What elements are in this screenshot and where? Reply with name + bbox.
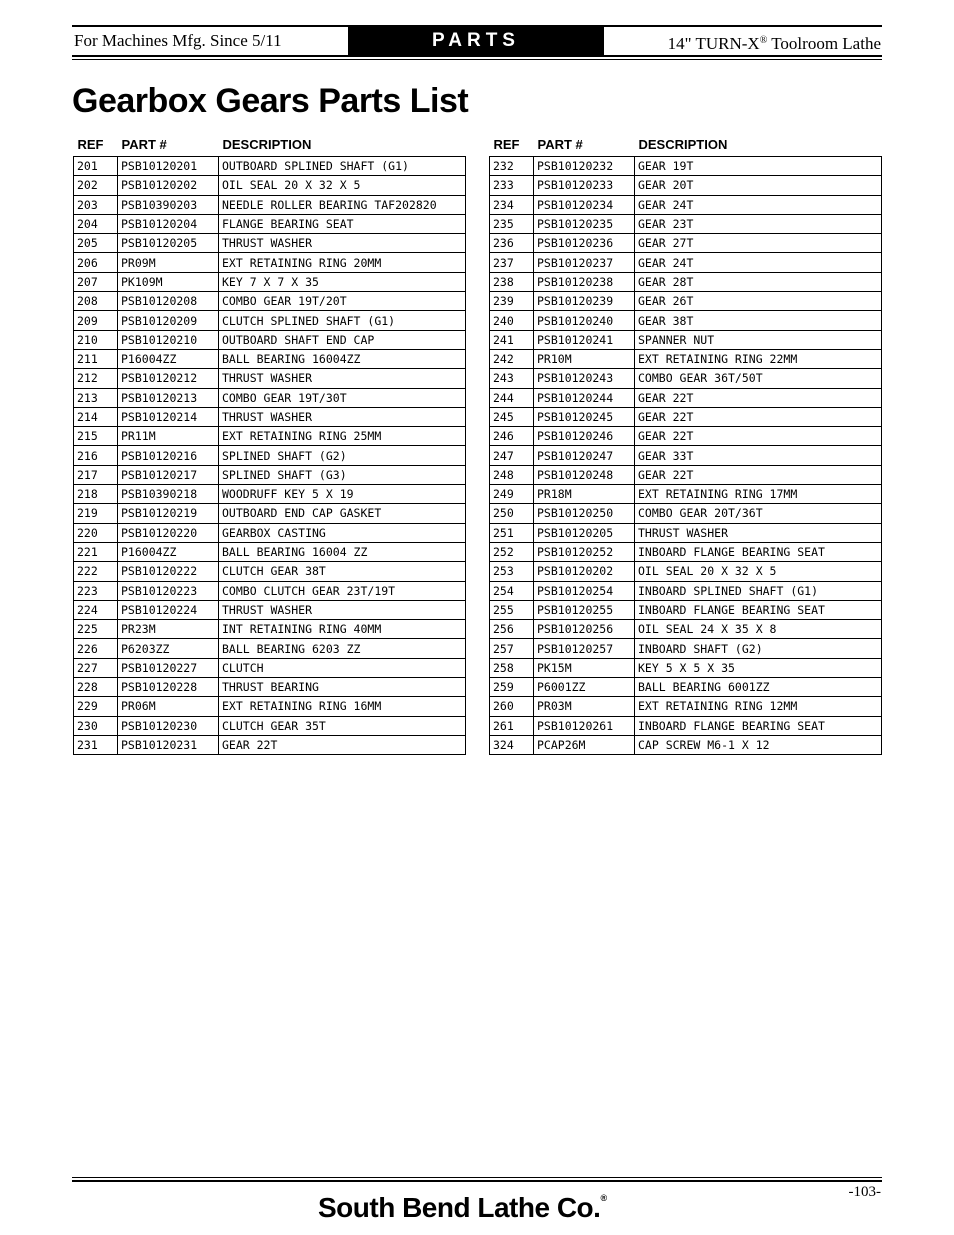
- table-row: [490, 465, 882, 484]
- description-cell: GEAR 26T: [635, 292, 882, 311]
- description-cell: COMBO GEAR 20T/36T: [635, 504, 882, 523]
- footer-rule-thin: [72, 1177, 882, 1178]
- description-cell: OUTBOARD SPLINED SHAFT (G1): [219, 157, 466, 176]
- description-cell: EXT RETAINING RING 25MM: [219, 427, 466, 446]
- description-cell: CLUTCH SPLINED SHAFT (G1): [219, 311, 466, 330]
- table-row: [490, 388, 882, 407]
- part-number-cell: PSB10120216: [118, 446, 219, 465]
- part-number-cell: PK15M: [534, 658, 635, 677]
- description-cell: GEARBOX CASTING: [219, 523, 466, 542]
- table-row: [490, 485, 882, 504]
- table-row: [490, 678, 882, 697]
- parts-table-left: [73, 133, 466, 755]
- part-number-cell: PSB10120210: [118, 330, 219, 349]
- table-header-row: [74, 133, 466, 157]
- description-cell: SPANNER NUT: [635, 330, 882, 349]
- table-row: [490, 157, 882, 176]
- table-row: [490, 407, 882, 426]
- ref-cell: 209: [74, 311, 118, 330]
- part-number-cell: PSB10120223: [118, 581, 219, 600]
- description-cell: INBOARD FLANGE BEARING SEAT: [635, 542, 882, 561]
- table-row: [490, 581, 882, 600]
- table-row: [74, 465, 466, 484]
- ref-cell: 205: [74, 234, 118, 253]
- ref-cell: 229: [74, 697, 118, 716]
- brand-logo: [318, 1180, 607, 1226]
- description-cell: GEAR 23T: [635, 214, 882, 233]
- ref-cell: 202: [74, 176, 118, 195]
- table-row: [74, 330, 466, 349]
- ref-cell: 235: [490, 214, 534, 233]
- table-row: [490, 214, 882, 233]
- column-header-ref: REF: [77, 137, 104, 152]
- ref-cell: 215: [74, 427, 118, 446]
- ref-cell: 201: [74, 157, 118, 176]
- ref-cell: 252: [490, 542, 534, 561]
- ref-cell: 217: [74, 465, 118, 484]
- table-row: [490, 562, 882, 581]
- header-bottom-rule-thin: [72, 59, 882, 60]
- ref-cell: 248: [490, 465, 534, 484]
- ref-cell: 260: [490, 697, 534, 716]
- table-row: [74, 292, 466, 311]
- table-row: [74, 272, 466, 291]
- table-row: [74, 523, 466, 542]
- part-number-cell: PSB10120208: [118, 292, 219, 311]
- table-row: [74, 311, 466, 330]
- description-cell: THRUST WASHER: [219, 407, 466, 426]
- table-row: [74, 542, 466, 561]
- part-number-cell: PSB10120257: [534, 639, 635, 658]
- table-row: [74, 562, 466, 581]
- part-number-cell: PSB10120224: [118, 600, 219, 619]
- part-number-cell: PSB10120246: [534, 427, 635, 446]
- registered-mark: ®: [759, 35, 768, 46]
- ref-cell: 227: [74, 658, 118, 677]
- table-row: [74, 446, 466, 465]
- ref-cell: 254: [490, 581, 534, 600]
- ref-cell: 253: [490, 562, 534, 581]
- table-row: [490, 600, 882, 619]
- description-cell: COMBO GEAR 19T/20T: [219, 292, 466, 311]
- description-cell: BALL BEARING 6001ZZ: [635, 678, 882, 697]
- parts-table-left-body: [74, 157, 466, 755]
- ref-cell: 214: [74, 407, 118, 426]
- table-row: [74, 735, 466, 754]
- table-row: [490, 697, 882, 716]
- part-number-cell: PSB10120220: [118, 523, 219, 542]
- table-row: [490, 272, 882, 291]
- description-cell: INBOARD SPLINED SHAFT (G1): [635, 581, 882, 600]
- description-cell: CLUTCH GEAR 38T: [219, 562, 466, 581]
- part-number-cell: PSB10120243: [534, 369, 635, 388]
- ref-cell: 233: [490, 176, 534, 195]
- description-cell: GEAR 24T: [635, 195, 882, 214]
- table-row: [74, 716, 466, 735]
- ref-cell: 249: [490, 485, 534, 504]
- ref-cell: 224: [74, 600, 118, 619]
- table-row: [74, 658, 466, 677]
- part-number-cell: PSB10120228: [118, 678, 219, 697]
- part-number-cell: PSB10120233: [534, 176, 635, 195]
- description-cell: GEAR 27T: [635, 234, 882, 253]
- part-number-cell: PSB10120213: [118, 388, 219, 407]
- ref-cell: 212: [74, 369, 118, 388]
- description-cell: OUTBOARD END CAP GASKET: [219, 504, 466, 523]
- ref-cell: 256: [490, 620, 534, 639]
- table-row: [74, 176, 466, 195]
- ref-cell: 218: [74, 485, 118, 504]
- part-number-cell: PSB10120227: [118, 658, 219, 677]
- description-cell: GEAR 22T: [219, 735, 466, 754]
- part-number-cell: PSB10390218: [118, 485, 219, 504]
- table-row: [74, 234, 466, 253]
- table-row: [490, 253, 882, 272]
- ref-cell: 259: [490, 678, 534, 697]
- description-cell: COMBO CLUTCH GEAR 23T/19T: [219, 581, 466, 600]
- ref-cell: 210: [74, 330, 118, 349]
- part-number-cell: PSB10120231: [118, 735, 219, 754]
- description-cell: KEY 5 X 5 X 35: [635, 658, 882, 677]
- column-header-part: PART #: [537, 137, 583, 152]
- table-row: [74, 157, 466, 176]
- part-number-cell: PSB10120202: [118, 176, 219, 195]
- table-row: [74, 639, 466, 658]
- ref-cell: 219: [74, 504, 118, 523]
- part-number-cell: PSB10120217: [118, 465, 219, 484]
- description-cell: BALL BEARING 16004ZZ: [219, 349, 466, 368]
- part-number-cell: PSB10120261: [534, 716, 635, 735]
- table-row: [74, 427, 466, 446]
- table-row: [74, 369, 466, 388]
- ref-cell: 255: [490, 600, 534, 619]
- ref-cell: 203: [74, 195, 118, 214]
- table-row: [490, 620, 882, 639]
- table-row: [74, 581, 466, 600]
- ref-cell: 245: [490, 407, 534, 426]
- part-number-cell: PSB10120219: [118, 504, 219, 523]
- table-row: [74, 407, 466, 426]
- description-cell: WOODRUFF KEY 5 X 19: [219, 485, 466, 504]
- ref-cell: 239: [490, 292, 534, 311]
- description-cell: BALL BEARING 16004 ZZ: [219, 542, 466, 561]
- ref-cell: 247: [490, 446, 534, 465]
- description-cell: OIL SEAL 20 X 32 X 5: [219, 176, 466, 195]
- table-row: [490, 658, 882, 677]
- part-number-cell: PSB10120256: [534, 620, 635, 639]
- description-cell: GEAR 19T: [635, 157, 882, 176]
- part-number-cell: PR06M: [118, 697, 219, 716]
- table-row: [74, 214, 466, 233]
- description-cell: SPLINED SHAFT (G3): [219, 465, 466, 484]
- ref-cell: 250: [490, 504, 534, 523]
- part-number-cell: PSB10120205: [118, 234, 219, 253]
- part-number-cell: PSB10120238: [534, 272, 635, 291]
- part-number-cell: PSB10120245: [534, 407, 635, 426]
- description-cell: OUTBOARD SHAFT END CAP: [219, 330, 466, 349]
- part-number-cell: PR09M: [118, 253, 219, 272]
- column-header-ref: REF: [493, 137, 520, 152]
- table-row: [490, 735, 882, 754]
- part-number-cell: PSB10120204: [118, 214, 219, 233]
- part-number-cell: PR10M: [534, 349, 635, 368]
- description-cell: INBOARD FLANGE BEARING SEAT: [635, 600, 882, 619]
- ref-cell: 228: [74, 678, 118, 697]
- table-row: [74, 504, 466, 523]
- table-row: [74, 485, 466, 504]
- description-cell: EXT RETAINING RING 22MM: [635, 349, 882, 368]
- table-row: [74, 600, 466, 619]
- description-cell: GEAR 20T: [635, 176, 882, 195]
- ref-cell: 216: [74, 446, 118, 465]
- header-product-suffix: Toolroom Lathe: [767, 34, 881, 53]
- description-cell: SPLINED SHAFT (G2): [219, 446, 466, 465]
- part-number-cell: PSB10120252: [534, 542, 635, 561]
- part-number-cell: P6203ZZ: [118, 639, 219, 658]
- table-row: [490, 292, 882, 311]
- description-cell: EXT RETAINING RING 12MM: [635, 697, 882, 716]
- ref-cell: 244: [490, 388, 534, 407]
- ref-cell: 243: [490, 369, 534, 388]
- ref-cell: 206: [74, 253, 118, 272]
- table-row: [490, 427, 882, 446]
- part-number-cell: PSB10120230: [118, 716, 219, 735]
- description-cell: THRUST WASHER: [635, 523, 882, 542]
- description-cell: OIL SEAL 24 X 35 X 8: [635, 620, 882, 639]
- description-cell: GEAR 22T: [635, 407, 882, 426]
- column-header-description: DESCRIPTION: [222, 137, 312, 152]
- description-cell: GEAR 33T: [635, 446, 882, 465]
- header-machines-note: For Machines Mfg. Since 5/11: [74, 31, 282, 50]
- description-cell: KEY 7 X 7 X 35: [219, 272, 466, 291]
- table-row: [74, 388, 466, 407]
- table-row: [74, 678, 466, 697]
- description-cell: CLUTCH: [219, 658, 466, 677]
- description-cell: BALL BEARING 6203 ZZ: [219, 639, 466, 658]
- part-number-cell: PSB10120202: [534, 562, 635, 581]
- description-cell: GEAR 22T: [635, 465, 882, 484]
- ref-cell: 241: [490, 330, 534, 349]
- description-cell: INT RETAINING RING 40MM: [219, 620, 466, 639]
- description-cell: OIL SEAL 20 X 32 X 5: [635, 562, 882, 581]
- ref-cell: 246: [490, 427, 534, 446]
- ref-cell: 213: [74, 388, 118, 407]
- table-row: [490, 639, 882, 658]
- description-cell: THRUST BEARING: [219, 678, 466, 697]
- table-row: [490, 176, 882, 195]
- table-row: [490, 195, 882, 214]
- ref-cell: 204: [74, 214, 118, 233]
- part-number-cell: PK109M: [118, 272, 219, 291]
- ref-cell: 236: [490, 234, 534, 253]
- part-number-cell: PSB10120247: [534, 446, 635, 465]
- part-number-cell: P6001ZZ: [534, 678, 635, 697]
- part-number-cell: PSB10120205: [534, 523, 635, 542]
- table-row: [490, 349, 882, 368]
- ref-cell: 234: [490, 195, 534, 214]
- part-number-cell: PSB10120212: [118, 369, 219, 388]
- ref-cell: 257: [490, 639, 534, 658]
- ref-cell: 222: [74, 562, 118, 581]
- part-number-cell: PR11M: [118, 427, 219, 446]
- description-cell: GEAR 38T: [635, 311, 882, 330]
- page-title: Gearbox Gears Parts List: [72, 82, 469, 120]
- part-number-cell: PR03M: [534, 697, 635, 716]
- description-cell: INBOARD SHAFT (G2): [635, 639, 882, 658]
- table-row: [74, 697, 466, 716]
- part-number-cell: PSB10390203: [118, 195, 219, 214]
- ref-cell: 220: [74, 523, 118, 542]
- ref-cell: 261: [490, 716, 534, 735]
- description-cell: THRUST WASHER: [219, 369, 466, 388]
- part-number-cell: PSB10120255: [534, 600, 635, 619]
- ref-cell: 223: [74, 581, 118, 600]
- part-number-cell: PSB10120236: [534, 234, 635, 253]
- description-cell: NEEDLE ROLLER BEARING TAF202820: [219, 195, 466, 214]
- description-cell: CAP SCREW M6-1 X 12: [635, 735, 882, 754]
- description-cell: EXT RETAINING RING 17MM: [635, 485, 882, 504]
- parts-table-right: [489, 133, 882, 755]
- table-header-row: [490, 133, 882, 157]
- part-number-cell: PR23M: [118, 620, 219, 639]
- header-product-name: [668, 30, 881, 55]
- header-bottom-rule: [72, 55, 882, 57]
- part-number-cell: PSB10120222: [118, 562, 219, 581]
- brand-name: South Bend Lathe Co.: [318, 1192, 601, 1223]
- table-row: [490, 716, 882, 735]
- table-row: [490, 542, 882, 561]
- ref-cell: 211: [74, 349, 118, 368]
- table-row: [490, 523, 882, 542]
- table-row: [490, 330, 882, 349]
- description-cell: COMBO GEAR 36T/50T: [635, 369, 882, 388]
- description-cell: THRUST WASHER: [219, 600, 466, 619]
- ref-cell: 232: [490, 157, 534, 176]
- ref-cell: 242: [490, 349, 534, 368]
- part-number-cell: PSB10120237: [534, 253, 635, 272]
- part-number-cell: PSB10120234: [534, 195, 635, 214]
- ref-cell: 237: [490, 253, 534, 272]
- ref-cell: 324: [490, 735, 534, 754]
- header-section-label: PARTS: [348, 27, 604, 55]
- ref-cell: 208: [74, 292, 118, 311]
- ref-cell: 226: [74, 639, 118, 658]
- part-number-cell: PSB10120248: [534, 465, 635, 484]
- ref-cell: 225: [74, 620, 118, 639]
- description-cell: GEAR 24T: [635, 253, 882, 272]
- part-number-cell: PSB10120241: [534, 330, 635, 349]
- table-row: [74, 349, 466, 368]
- column-header-description: DESCRIPTION: [638, 137, 728, 152]
- description-cell: GEAR 22T: [635, 427, 882, 446]
- ref-cell: 238: [490, 272, 534, 291]
- description-cell: FLANGE BEARING SEAT: [219, 214, 466, 233]
- parts-table-right-body: [490, 157, 882, 755]
- part-number-cell: PSB10120209: [118, 311, 219, 330]
- description-cell: GEAR 28T: [635, 272, 882, 291]
- ref-cell: 231: [74, 735, 118, 754]
- part-number-cell: PR18M: [534, 485, 635, 504]
- description-cell: COMBO GEAR 19T/30T: [219, 388, 466, 407]
- description-cell: GEAR 22T: [635, 388, 882, 407]
- ref-cell: 230: [74, 716, 118, 735]
- ref-cell: 221: [74, 542, 118, 561]
- part-number-cell: PSB10120201: [118, 157, 219, 176]
- ref-cell: 207: [74, 272, 118, 291]
- table-row: [490, 504, 882, 523]
- description-cell: CLUTCH GEAR 35T: [219, 716, 466, 735]
- header-product-prefix: 14" TURN-X: [667, 34, 760, 53]
- table-row: [74, 195, 466, 214]
- column-header-part: PART #: [121, 137, 167, 152]
- ref-cell: 258: [490, 658, 534, 677]
- part-number-cell: PSB10120235: [534, 214, 635, 233]
- part-number-cell: PCAP26M: [534, 735, 635, 754]
- page-number: -103-: [848, 1184, 881, 1200]
- table-row: [490, 234, 882, 253]
- ref-cell: 240: [490, 311, 534, 330]
- table-row: [490, 311, 882, 330]
- description-cell: EXT RETAINING RING 20MM: [219, 253, 466, 272]
- ref-cell: 251: [490, 523, 534, 542]
- part-number-cell: PSB10120214: [118, 407, 219, 426]
- part-number-cell: PSB10120254: [534, 581, 635, 600]
- description-cell: THRUST WASHER: [219, 234, 466, 253]
- part-number-cell: PSB10120250: [534, 504, 635, 523]
- table-row: [74, 253, 466, 272]
- part-number-cell: PSB10120232: [534, 157, 635, 176]
- table-row: [74, 620, 466, 639]
- table-row: [490, 369, 882, 388]
- part-number-cell: PSB10120239: [534, 292, 635, 311]
- description-cell: EXT RETAINING RING 16MM: [219, 697, 466, 716]
- part-number-cell: PSB10120244: [534, 388, 635, 407]
- part-number-cell: P16004ZZ: [118, 349, 219, 368]
- description-cell: INBOARD FLANGE BEARING SEAT: [635, 716, 882, 735]
- part-number-cell: P16004ZZ: [118, 542, 219, 561]
- brand-registered-mark: ®: [600, 1193, 607, 1203]
- table-row: [490, 446, 882, 465]
- part-number-cell: PSB10120240: [534, 311, 635, 330]
